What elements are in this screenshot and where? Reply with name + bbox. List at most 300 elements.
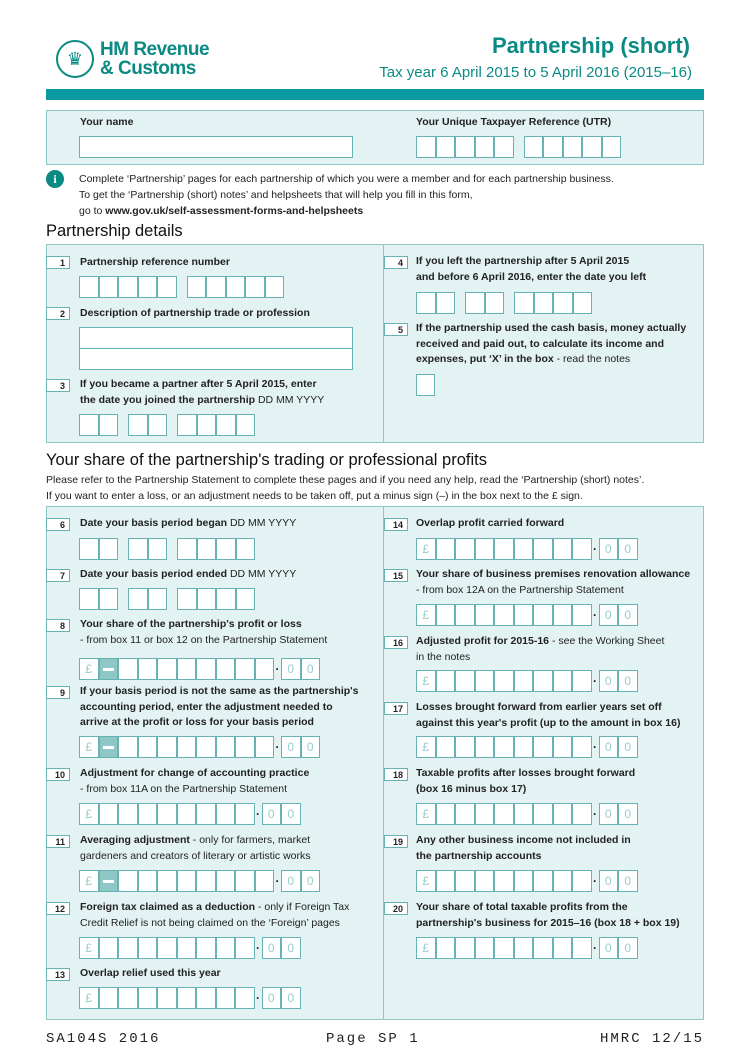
digit-box[interactable] [553,937,573,959]
digit-box[interactable] [196,658,216,680]
decimal-point: · [275,874,280,888]
digit-box[interactable] [475,870,495,892]
digit-box[interactable] [455,670,475,692]
digit-box[interactable] [533,803,553,825]
digit-box[interactable] [553,870,573,892]
digit-box[interactable] [118,736,138,758]
digit-box[interactable]: 0 [599,604,619,626]
digit-box[interactable] [436,136,456,158]
q18-amount-input[interactable] [416,803,638,825]
digit-box[interactable] [216,658,236,680]
q7-label [80,567,296,583]
digit-box[interactable] [455,937,475,959]
logo-text [100,40,209,78]
digit-box[interactable] [563,136,583,158]
partnership-reference-input[interactable] [79,276,284,298]
digit-box[interactable] [533,736,553,758]
digit-box[interactable] [235,987,255,1009]
digit-box[interactable] [455,136,475,158]
decimal-point: · [593,542,597,556]
digit-box[interactable] [475,136,495,158]
q11-rest: - only for farmers, market [189,834,311,846]
q11-bold: Averaging adjustment [80,834,190,846]
digit-box[interactable] [128,414,148,436]
q15-label [416,567,690,598]
digit-box[interactable] [177,987,197,1009]
q15-line2: - from box 12A on the Partnership Statement [416,583,624,596]
digit-box[interactable] [79,276,99,298]
digit-box[interactable] [177,538,197,560]
digit-box[interactable] [177,588,197,610]
digit-box[interactable] [216,736,236,758]
digit-box[interactable] [533,937,553,959]
box-number-20: 20 [384,902,408,915]
pound-sign: £ [79,803,99,825]
digit-box[interactable] [99,414,119,436]
digit-box[interactable] [514,937,534,959]
digit-box[interactable] [235,803,255,825]
digit-box[interactable] [235,937,255,959]
digit-box[interactable] [99,588,119,610]
digit-box[interactable] [416,292,436,314]
q18-line1: Taxable profits after losses brought forward [416,767,636,779]
digit-box[interactable] [436,736,456,758]
digit-box[interactable] [265,276,285,298]
q11-label [80,833,311,864]
digit-box[interactable] [494,937,514,959]
digit-box[interactable] [118,276,138,298]
details-divider [383,244,384,443]
digit-box[interactable] [436,870,456,892]
date-joined-input[interactable] [79,414,255,436]
digit-box[interactable] [573,292,593,314]
q19-amount-input[interactable] [416,870,638,892]
profits-divider [383,506,384,1020]
q17-amount-input[interactable] [416,736,638,758]
basis-period-ended-input[interactable] [79,588,255,610]
q19-label [416,833,631,864]
digit-box[interactable] [118,803,138,825]
utr-input[interactable] [416,136,621,158]
your-name-label: Your name [80,116,134,128]
q12-amount-input[interactable] [79,937,301,959]
decimal-point: · [275,662,280,676]
box-gap [118,588,128,610]
digit-box[interactable]: 0 [301,870,321,892]
q18-line2: (box 16 minus box 17) [416,782,527,795]
digit-box[interactable] [128,538,148,560]
q11-line2: gardeners and creators of literary or artistic works [80,849,311,862]
q6-label [80,516,296,532]
digit-box[interactable] [533,604,553,626]
digit-box[interactable] [235,658,255,680]
digit-box[interactable] [206,276,226,298]
q3-line2: the date you joined the partnership [80,393,256,406]
q7-hint: DD MM YYYY [229,568,297,580]
digit-box[interactable] [514,803,534,825]
digit-box[interactable] [602,136,622,158]
q12-label [80,900,349,931]
digit-box[interactable] [148,414,168,436]
digit-box[interactable] [148,538,168,560]
q6-text: Date your basis period began [80,517,228,529]
q16-bold: Adjusted profit for 2015-16 [416,635,550,647]
digit-box[interactable] [157,937,177,959]
digit-box[interactable]: 0 [618,604,638,626]
info-line2: To get the ‘Partnership (short) notes’ and helpsheets that will help you fill in this form, [79,189,473,201]
q20-amount-input[interactable] [416,937,638,959]
q16-amount-input[interactable] [416,670,638,692]
pound-sign: £ [416,937,436,959]
digit-box[interactable] [572,870,592,892]
decimal-point: · [275,740,280,754]
date-left-input[interactable] [416,292,592,314]
digit-box[interactable] [455,870,475,892]
decimal-point: · [593,608,597,622]
q8-amount-input[interactable] [79,658,320,680]
digit-box[interactable] [255,736,275,758]
minus-sign-box[interactable] [99,736,119,758]
digit-box[interactable] [494,736,514,758]
digit-box[interactable] [436,937,456,959]
box-number-10: 10 [46,768,70,781]
q14-amount-input[interactable] [416,538,638,560]
digit-box[interactable] [455,604,475,626]
q19-line2: the partnership accounts [416,849,542,862]
info-line3-prefix: go to [79,205,106,217]
q3-label [80,377,324,408]
digit-box[interactable] [245,276,265,298]
digit-box[interactable] [475,538,495,560]
digit-box[interactable] [572,736,592,758]
digit-box[interactable]: 0 [618,870,638,892]
digit-box[interactable]: 0 [599,803,619,825]
digit-box[interactable] [196,870,216,892]
digit-box[interactable] [216,538,236,560]
minus-sign-box[interactable] [99,658,119,680]
box-number-3: 3 [46,379,70,392]
pound-sign: £ [79,987,99,1009]
digit-box[interactable] [436,670,456,692]
digit-box[interactable] [118,937,138,959]
pound-sign: £ [416,538,436,560]
digit-box[interactable] [572,937,592,959]
digit-box[interactable] [255,658,275,680]
digit-box[interactable] [138,870,158,892]
digit-box[interactable] [99,987,119,1009]
q4-label [416,254,646,285]
digit-box[interactable] [128,588,148,610]
digit-box[interactable] [572,604,592,626]
digit-box[interactable]: 0 [262,987,282,1009]
digit-box[interactable] [416,136,436,158]
digit-box[interactable] [553,803,573,825]
digit-box[interactable] [138,987,158,1009]
digit-box[interactable] [99,803,119,825]
digit-box[interactable] [157,276,177,298]
digit-box[interactable]: 0 [618,736,638,758]
q8-label [80,617,327,648]
box-number-2: 2 [46,307,70,320]
q9-line1: If your basis period is not the same as the partnership's [80,685,359,697]
q6-hint: DD MM YYYY [229,517,297,529]
digit-box[interactable]: 0 [301,736,321,758]
digit-box[interactable]: 0 [281,658,301,680]
digit-box[interactable] [475,937,495,959]
digit-box[interactable] [533,538,553,560]
digit-box[interactable] [99,276,119,298]
digit-box[interactable] [553,670,573,692]
digit-box[interactable] [543,136,563,158]
digit-box[interactable] [177,658,197,680]
digit-box[interactable]: 0 [599,670,619,692]
digit-box[interactable] [138,736,158,758]
digit-box[interactable] [514,870,534,892]
digit-box[interactable] [196,803,216,825]
digit-box[interactable] [494,136,514,158]
digit-box[interactable] [494,538,514,560]
digit-box[interactable] [494,670,514,692]
q1-label: Partnership reference number [80,256,230,268]
digit-box[interactable] [177,736,197,758]
digit-box[interactable] [494,870,514,892]
box-gap [177,276,187,298]
digit-box[interactable] [226,276,246,298]
q3-line1: If you became a partner after 5 April 2015, enter [80,378,317,390]
digit-box[interactable] [196,937,216,959]
digit-box[interactable] [99,538,119,560]
box-gap [504,292,514,314]
digit-box[interactable] [79,538,99,560]
digit-box[interactable] [572,538,592,560]
digit-box[interactable] [79,414,99,436]
digit-box[interactable] [455,736,475,758]
digit-box[interactable] [475,670,495,692]
guidance-link[interactable]: www.gov.uk/self-assessment-forms-and-helpsheets [105,205,364,217]
digit-box[interactable] [514,604,534,626]
digit-box[interactable]: 0 [262,803,282,825]
digit-box[interactable] [553,736,573,758]
logo-line2: & Customs [100,58,196,79]
digit-box[interactable] [157,658,177,680]
digit-box[interactable] [157,987,177,1009]
digit-box[interactable] [197,588,217,610]
digit-box[interactable] [514,736,534,758]
digit-box[interactable]: 0 [262,937,282,959]
box-number-1: 1 [46,256,70,269]
q7-text: Date your basis period ended [80,568,228,580]
digit-box[interactable] [157,870,177,892]
digit-box[interactable] [514,538,534,560]
digit-box[interactable]: 0 [618,538,638,560]
pound-sign: £ [79,937,99,959]
digit-box[interactable]: 0 [301,658,321,680]
pound-sign: £ [416,870,436,892]
digit-box[interactable] [514,292,534,314]
q5-line1: If the partnership used the cash basis, money actually [416,322,687,334]
box-number-5: 5 [384,323,408,336]
digit-box[interactable] [196,736,216,758]
footer-version: HMRC 12/15 [599,1031,704,1047]
q5-label [416,321,686,368]
q9-amount-input[interactable] [79,736,320,758]
decimal-point: · [593,740,597,754]
box-number-4: 4 [384,256,408,269]
profits-intro-line1: Please refer to the Partnership Statement to complete these pages and if you need any help, read the ‘Partnership (short) notes’. [46,474,645,486]
q17-label [416,700,680,731]
digit-box[interactable] [553,538,573,560]
digit-box[interactable] [572,670,592,692]
digit-box[interactable] [436,538,456,560]
digit-box[interactable] [236,588,256,610]
digit-box[interactable] [524,136,544,158]
q10-amount-input[interactable] [79,803,301,825]
q10-line1: Adjustment for change of accounting practice [80,767,310,779]
digit-box[interactable] [138,658,158,680]
q9-line2: accounting period, enter the adjustment needed to [80,700,333,713]
box-number-19: 19 [384,835,408,848]
q5-hint: - read the notes [553,353,631,365]
digit-box[interactable] [455,803,475,825]
digit-box[interactable]: 0 [281,987,301,1009]
digit-box[interactable] [475,604,495,626]
q4-line2: and before 6 April 2016, enter the date you left [416,270,647,283]
digit-box[interactable] [196,987,216,1009]
digit-box[interactable]: 0 [599,538,619,560]
digit-box[interactable] [177,937,197,959]
cash-basis-checkbox[interactable] [416,374,435,396]
box-number-13: 13 [46,968,70,981]
digit-box[interactable] [236,414,256,436]
digit-box[interactable] [436,292,456,314]
box-gap [118,414,128,436]
digit-box[interactable] [118,870,138,892]
description-line2-input[interactable] [79,348,353,370]
digit-box[interactable] [485,292,505,314]
basis-period-began-input[interactable] [79,538,255,560]
pound-sign: £ [79,736,99,758]
digit-box[interactable]: 0 [599,870,619,892]
digit-box[interactable] [197,538,217,560]
digit-box[interactable]: 0 [281,870,301,892]
footer-page-number: Page SP 1 [326,1031,420,1047]
pound-sign: £ [416,604,436,626]
box-number-17: 17 [384,702,408,715]
digit-box[interactable] [197,414,217,436]
q18-label [416,766,635,797]
q20-line2: partnership's business for 2015–16 (box 18 + box 19) [416,916,680,929]
digit-box[interactable] [582,136,602,158]
digit-box[interactable] [255,870,275,892]
digit-box[interactable] [533,670,553,692]
minus-sign-box[interactable] [99,870,119,892]
q9-label [80,684,359,731]
digit-box[interactable] [465,292,485,314]
your-name-input[interactable] [79,136,353,158]
digit-box[interactable] [436,803,456,825]
digit-box[interactable]: 0 [599,937,619,959]
digit-box[interactable] [216,937,236,959]
digit-box[interactable] [177,870,197,892]
digit-box[interactable] [235,736,255,758]
q16-line2: in the notes [416,650,471,663]
digit-box[interactable] [216,414,236,436]
digit-box[interactable] [553,292,573,314]
digit-box[interactable] [572,803,592,825]
digit-box[interactable] [177,803,197,825]
digit-box[interactable] [235,870,255,892]
q10-label [80,766,309,797]
digit-box[interactable] [138,803,158,825]
digit-box[interactable] [533,870,553,892]
digit-box[interactable] [148,588,168,610]
q2-label: Description of partnership trade or profession [80,307,310,319]
q20-line1: Your share of total taxable profits from the [416,901,628,913]
box-number-6: 6 [46,518,70,531]
q13-label [80,966,221,982]
q16-rest: - see the Working Sheet [549,635,665,647]
digit-box[interactable] [514,670,534,692]
profits-intro-line2: If you want to enter a loss, or an adjustment needs to be taken off, put a minus sign (–) in the box next to the £ sign. [46,490,583,502]
box-gap [167,538,177,560]
digit-box[interactable] [236,538,256,560]
digit-box[interactable]: 0 [281,937,301,959]
info-line3 [79,203,614,219]
digit-box[interactable] [494,604,514,626]
digit-box[interactable] [177,414,197,436]
digit-box[interactable] [553,604,573,626]
q12-bold: Foreign tax claimed as a deduction [80,901,256,913]
digit-box[interactable] [187,276,207,298]
digit-box[interactable] [118,658,138,680]
digit-box[interactable] [157,803,177,825]
box-number-15: 15 [384,569,408,582]
digit-box[interactable] [455,538,475,560]
digit-box[interactable]: 0 [281,803,301,825]
q17-line2: against this year's profit (up to the amount in box 16) [416,716,681,729]
digit-box[interactable]: 0 [281,736,301,758]
digit-box[interactable] [216,588,236,610]
q5-line3: expenses, put ‘X’ in the box [416,353,554,365]
digit-box[interactable]: 0 [599,736,619,758]
digit-box[interactable] [475,803,495,825]
digit-box[interactable] [157,736,177,758]
digit-box[interactable] [138,937,158,959]
q13-amount-input[interactable] [79,987,301,1009]
digit-box[interactable] [79,588,99,610]
digit-box[interactable] [99,937,119,959]
digit-box[interactable] [216,803,236,825]
q11-amount-input[interactable] [79,870,320,892]
digit-box[interactable]: 0 [618,803,638,825]
digit-box[interactable]: 0 [618,670,638,692]
box-gap [167,414,177,436]
digit-box[interactable] [534,292,554,314]
digit-box[interactable] [216,870,236,892]
decimal-point: · [256,941,260,955]
description-line1-input[interactable] [79,327,353,349]
digit-box[interactable] [475,736,495,758]
q10-line2: - from box 11A on the Partnership Statement [80,782,288,795]
q4-line1: If you left the partnership after 5 April 2015 [416,255,630,267]
digit-box[interactable] [436,604,456,626]
digit-box[interactable] [118,987,138,1009]
digit-box[interactable]: 0 [618,937,638,959]
q15-amount-input[interactable] [416,604,638,626]
digit-box[interactable] [216,987,236,1009]
digit-box[interactable] [138,276,158,298]
digit-box[interactable] [494,803,514,825]
